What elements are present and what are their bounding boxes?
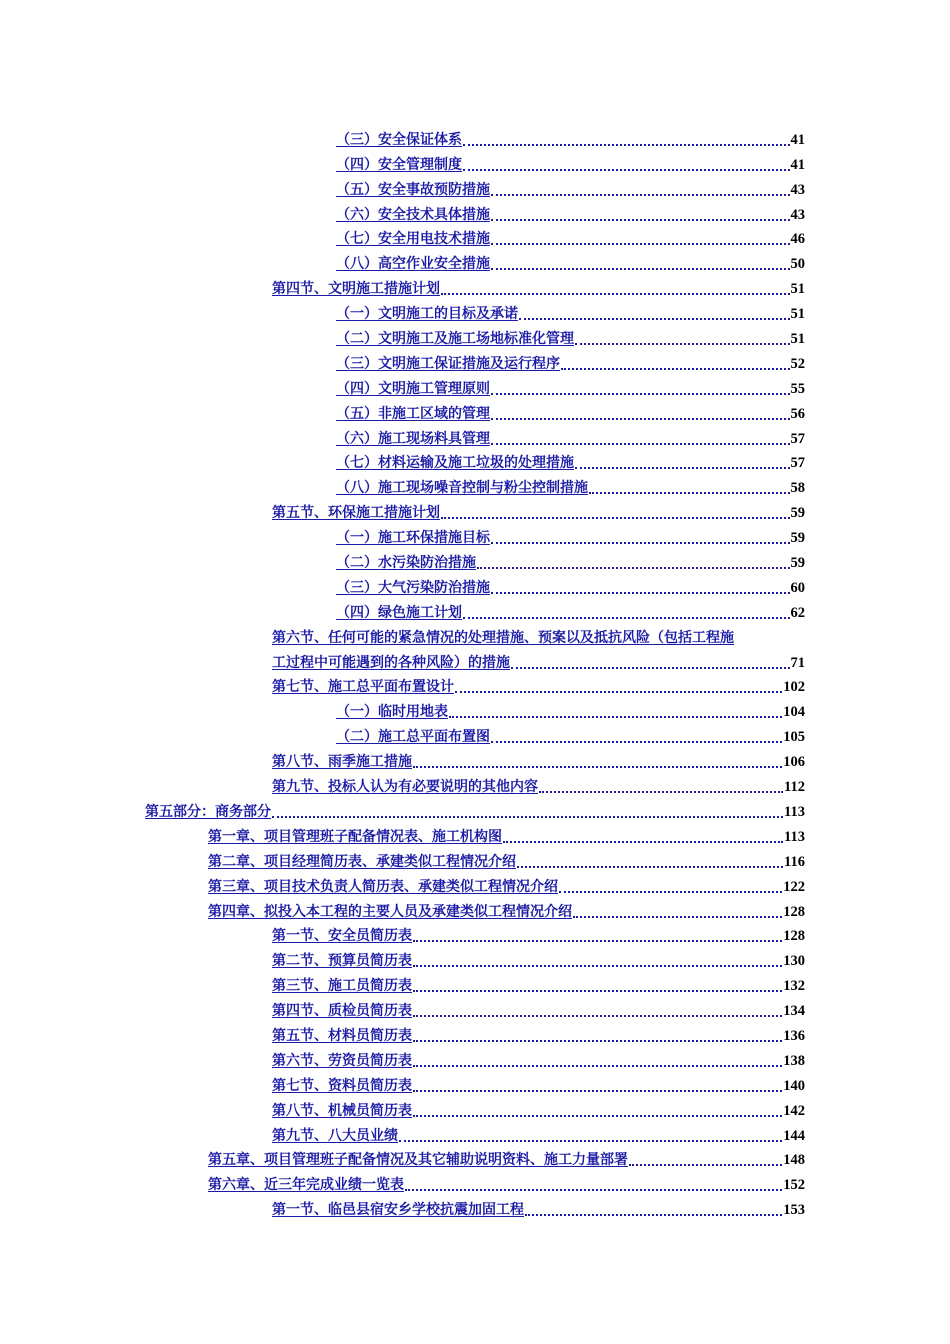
toc-entry[interactable] — [0, 1020, 950, 1045]
toc-dot-leader — [413, 1022, 782, 1042]
toc-dot-leader — [491, 574, 790, 594]
toc-entry-title[interactable]: 第九节、八大员业绩 — [272, 1127, 398, 1144]
toc-entry[interactable] — [0, 1169, 950, 1194]
toc-entry-page-number: 105 — [783, 729, 805, 746]
toc-entry-page-number: 59 — [790, 530, 805, 547]
toc-entry-title[interactable]: 第八节、机械员简历表 — [272, 1102, 412, 1119]
toc-entry-page-number: 57 — [790, 430, 805, 447]
toc-entry[interactable] — [0, 348, 950, 373]
toc-entry[interactable] — [0, 497, 950, 522]
table-of-contents — [0, 124, 950, 1219]
toc-entry[interactable] — [0, 1045, 950, 1070]
toc-dot-leader — [503, 823, 783, 843]
toc-entry-title[interactable]: （八）施工现场噪音控制与粉尘控制措施 — [336, 480, 588, 497]
toc-entry-page-number: 128 — [783, 903, 805, 920]
toc-entry-title[interactable]: 第三节、施工员简历表 — [272, 978, 412, 995]
toc-entry[interactable] — [0, 945, 950, 970]
toc-entry-page-number: 132 — [783, 978, 805, 995]
toc-entry-title[interactable]: 第六章、近三年完成业绩一览表 — [208, 1177, 404, 1194]
toc-dot-leader — [399, 1122, 782, 1142]
toc-entry[interactable] — [0, 1070, 950, 1095]
toc-entry[interactable] — [0, 572, 950, 597]
toc-dot-leader — [575, 449, 790, 469]
toc-dot-leader — [629, 1146, 782, 1166]
toc-entry-page-number: 104 — [783, 704, 805, 721]
toc-dot-leader — [491, 250, 790, 270]
toc-entry-title[interactable]: 工过程中可能遇到的各种风险）的措施 — [272, 654, 510, 671]
toc-entry-title[interactable]: 第六节、劳资员简历表 — [272, 1052, 412, 1069]
toc-entry[interactable] — [0, 423, 950, 448]
toc-dot-leader — [413, 1097, 782, 1117]
toc-entry-page-number: 52 — [790, 355, 805, 372]
toc-entry-title[interactable]: （二）水污染防治措施 — [336, 555, 476, 572]
toc-entry-page-number: 60 — [790, 579, 805, 596]
toc-entry-page-number: 130 — [783, 953, 805, 970]
toc-dot-leader — [517, 848, 783, 868]
toc-entry[interactable] — [0, 647, 950, 672]
toc-entry[interactable] — [0, 871, 950, 896]
toc-entry-page-number: 50 — [790, 256, 805, 273]
toc-entry[interactable] — [0, 846, 950, 871]
toc-entry-title[interactable]: （四）绿色施工计划 — [336, 604, 462, 621]
toc-entry[interactable] — [0, 921, 950, 946]
toc-entry-page-number: 58 — [790, 480, 805, 497]
toc-entry-title[interactable]: 第五节、环保施工措施计划 — [272, 505, 440, 522]
toc-entry-title[interactable]: （八）高空作业安全措施 — [336, 256, 490, 273]
toc-entry[interactable] — [0, 746, 950, 771]
toc-dot-leader — [463, 151, 790, 171]
toc-entry-page-number: 148 — [783, 1152, 805, 1169]
toc-entry-page-number: 106 — [783, 754, 805, 771]
toc-entry-page-number: 134 — [783, 1003, 805, 1020]
toc-entry[interactable] — [0, 298, 950, 323]
toc-entry[interactable] — [0, 896, 950, 921]
toc-entry-page-number: 71 — [790, 654, 805, 671]
toc-entry-page-number: 122 — [783, 878, 805, 895]
toc-dot-leader — [413, 1072, 782, 1092]
toc-dot-leader — [559, 873, 782, 893]
toc-entry-title[interactable]: （一）临时用地表 — [336, 704, 448, 721]
toc-entry-title[interactable]: 第四节、质检员简历表 — [272, 1003, 412, 1020]
toc-entry-title[interactable]: 第九节、投标人认为有必要说明的其他内容 — [272, 779, 538, 796]
toc-entry-page-number: 41 — [790, 156, 805, 173]
toc-entry-page-number: 128 — [783, 928, 805, 945]
toc-entry[interactable] — [0, 622, 950, 647]
toc-entry-title[interactable]: （三）文明施工保证措施及运行程序 — [336, 355, 560, 372]
toc-entry-page-number: 46 — [790, 231, 805, 248]
toc-entry-title[interactable]: 第一节、安全员简历表 — [272, 928, 412, 945]
toc-dot-leader — [491, 723, 782, 743]
toc-entry-title[interactable]: 第七节、施工总平面布置设计 — [272, 679, 454, 696]
toc-dot-leader — [405, 1171, 782, 1191]
toc-entry-page-number: 59 — [790, 505, 805, 522]
toc-entry-title[interactable]: 第五章、项目管理班子配备情况及其它辅助说明资料、施工力量部署 — [208, 1152, 628, 1169]
toc-entry[interactable] — [0, 522, 950, 547]
toc-entry-title[interactable]: 第五部分：商务部分 — [145, 803, 271, 820]
toc-entry[interactable] — [0, 771, 950, 796]
toc-entry-page-number: 136 — [783, 1027, 805, 1044]
toc-entry-page-number: 113 — [784, 828, 805, 845]
toc-entry-page-number: 51 — [790, 281, 805, 298]
toc-dot-leader — [491, 225, 790, 245]
toc-entry-title[interactable]: （七）材料运输及施工垃圾的处理措施 — [336, 455, 574, 472]
toc-entry-title[interactable]: （六）施工现场料具管理 — [336, 430, 490, 447]
toc-entry-title[interactable]: 第四章、拟投入本工程的主要人员及承建类似工程情况介绍 — [208, 903, 572, 920]
toc-entry[interactable] — [0, 448, 950, 473]
toc-entry[interactable] — [0, 273, 950, 298]
toc-entry-page-number: 152 — [783, 1177, 805, 1194]
toc-entry[interactable] — [0, 149, 950, 174]
toc-entry-title[interactable]: （二）文明施工及施工场地标准化管理 — [336, 331, 574, 348]
toc-entry-title[interactable]: （三）安全保证体系 — [336, 131, 462, 148]
toc-entry-title[interactable]: （一）文明施工的目标及承诺 — [336, 306, 518, 323]
toc-dot-leader — [441, 275, 790, 295]
toc-dot-leader — [573, 898, 782, 918]
toc-entry[interactable] — [0, 323, 950, 348]
toc-dot-leader — [519, 300, 790, 320]
toc-entry-title[interactable]: （五）非施工区域的管理 — [336, 405, 490, 422]
toc-dot-leader — [463, 599, 790, 619]
toc-dot-leader — [272, 798, 783, 818]
toc-entry[interactable] — [0, 796, 950, 821]
toc-entry[interactable] — [0, 821, 950, 846]
toc-entry-page-number: 138 — [783, 1052, 805, 1069]
toc-entry-page-number: 142 — [783, 1102, 805, 1119]
toc-dot-leader — [413, 997, 782, 1017]
toc-entry[interactable] — [0, 970, 950, 995]
toc-entry-page-number: 59 — [790, 555, 805, 572]
toc-dot-leader — [413, 922, 782, 942]
toc-dot-leader — [491, 400, 790, 420]
toc-entry-title[interactable]: 第二节、预算员简历表 — [272, 953, 412, 970]
toc-entry-page-number: 43 — [790, 181, 805, 198]
toc-entry[interactable] — [0, 373, 950, 398]
toc-dot-leader — [561, 350, 790, 370]
toc-entry-title[interactable]: 第四节、文明施工措施计划 — [272, 281, 440, 298]
toc-entry[interactable] — [0, 1095, 950, 1120]
toc-entry[interactable] — [0, 1120, 950, 1145]
toc-entry-page-number: 112 — [784, 779, 805, 796]
toc-entry[interactable] — [0, 597, 950, 622]
toc-dot-leader — [413, 947, 782, 967]
toc-entry[interactable] — [0, 124, 950, 149]
toc-entry-title[interactable]: 第八节、雨季施工措施 — [272, 754, 412, 771]
toc-entry-title[interactable]: 第七节、资料员简历表 — [272, 1077, 412, 1094]
toc-dot-leader — [511, 649, 790, 669]
toc-entry-page-number: 140 — [783, 1077, 805, 1094]
toc-entry-page-number: 55 — [790, 380, 805, 397]
toc-entry[interactable] — [0, 547, 950, 572]
toc-dot-leader — [477, 549, 790, 569]
toc-entry-page-number: 43 — [790, 206, 805, 223]
toc-entry[interactable] — [0, 199, 950, 224]
toc-entry-page-number: 41 — [790, 131, 805, 148]
toc-entry-title[interactable]: 第六节、任何可能的紧急情况的处理措施、预案以及抵抗风险（包括工程施 — [272, 629, 734, 646]
toc-entry-page-number: 153 — [783, 1202, 805, 1219]
toc-dot-leader — [491, 201, 790, 221]
toc-entry[interactable] — [0, 398, 950, 423]
toc-entry-title[interactable]: 第一章、项目管理班子配备情况表、施工机构图 — [208, 828, 502, 845]
toc-entry-page-number: 57 — [790, 455, 805, 472]
toc-entry[interactable] — [0, 721, 950, 746]
toc-entry-page-number: 113 — [784, 803, 805, 820]
toc-entry[interactable] — [0, 224, 950, 249]
toc-entry-page-number: 51 — [790, 306, 805, 323]
toc-dot-leader — [455, 673, 782, 693]
toc-entry-title[interactable]: 第三章、项目技术负责人简历表、承建类似工程情况介绍 — [208, 878, 558, 895]
toc-dot-leader — [575, 325, 790, 345]
toc-entry[interactable] — [0, 472, 950, 497]
toc-entry-title[interactable]: （三）大气污染防治措施 — [336, 579, 490, 596]
toc-entry[interactable] — [0, 672, 950, 697]
toc-dot-leader — [413, 1047, 782, 1067]
toc-entry-title[interactable]: （二）施工总平面布置图 — [336, 729, 490, 746]
toc-entry-page-number: 116 — [784, 853, 805, 870]
toc-entry[interactable] — [0, 1145, 950, 1170]
toc-entry-title[interactable]: 第一节、临邑县宿安乡学校抗震加固工程 — [272, 1202, 524, 1219]
toc-dot-leader — [491, 425, 790, 445]
toc-entry-title[interactable]: （一）施工环保措施目标 — [336, 530, 490, 547]
toc-entry-title[interactable]: 第二章、项目经理简历表、承建类似工程情况介绍 — [208, 853, 516, 870]
toc-dot-leader — [463, 126, 790, 146]
toc-dot-leader — [413, 972, 782, 992]
toc-entry-title[interactable]: （七）安全用电技术措施 — [336, 231, 490, 248]
toc-entry-page-number: 144 — [783, 1127, 805, 1144]
toc-entry-page-number: 62 — [790, 604, 805, 621]
toc-entry[interactable] — [0, 174, 950, 199]
toc-dot-leader — [525, 1196, 782, 1216]
toc-entry[interactable] — [0, 696, 950, 721]
toc-entry-title[interactable]: （四）文明施工管理原则 — [336, 380, 490, 397]
toc-entry-page-number: 56 — [790, 405, 805, 422]
toc-entry[interactable] — [0, 995, 950, 1020]
toc-entry-page-number: 51 — [790, 331, 805, 348]
toc-dot-leader — [589, 474, 790, 494]
toc-dot-leader — [491, 375, 790, 395]
toc-entry-page-number: 102 — [783, 679, 805, 696]
toc-entry[interactable] — [0, 1194, 950, 1219]
toc-entry-title[interactable]: 第五节、材料员简历表 — [272, 1027, 412, 1044]
toc-dot-leader — [539, 773, 783, 793]
toc-entry[interactable] — [0, 248, 950, 273]
toc-dot-leader — [491, 524, 790, 544]
toc-entry-title[interactable]: （六）安全技术具体措施 — [336, 206, 490, 223]
toc-dot-leader — [491, 176, 790, 196]
toc-entry-title[interactable]: （四）安全管理制度 — [336, 156, 462, 173]
toc-dot-leader — [449, 698, 782, 718]
toc-dot-leader — [441, 499, 790, 519]
toc-dot-leader — [413, 748, 782, 768]
toc-entry-title[interactable]: （五）安全事故预防措施 — [336, 181, 490, 198]
